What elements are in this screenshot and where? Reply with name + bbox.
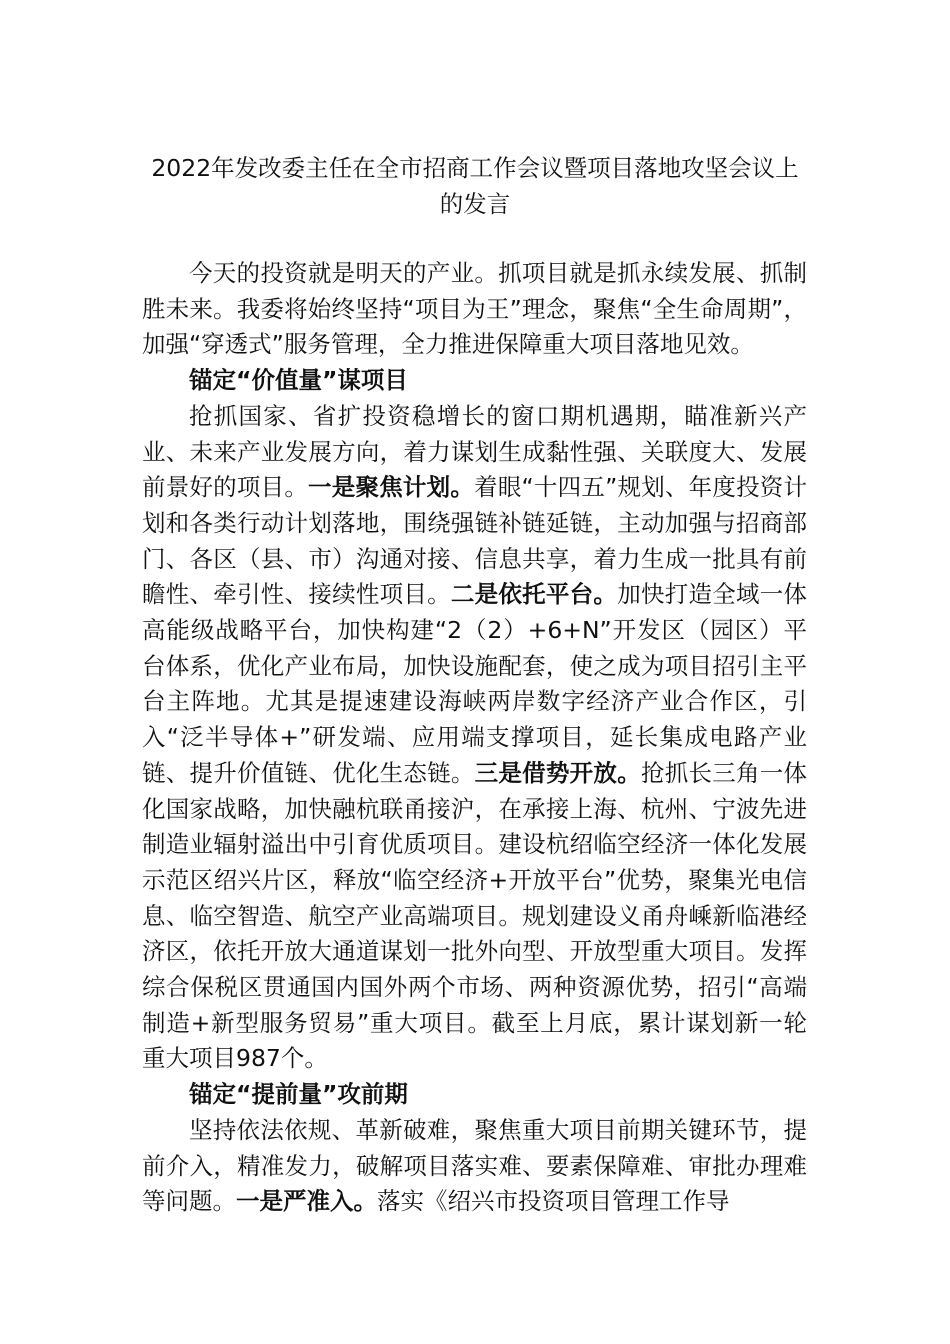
- bold-point-label: 一是严准入。: [236, 1187, 377, 1216]
- document-body: [142, 256, 807, 1220]
- document-title: 2022年发改委主任在全市招商工作会议暨项目落地攻坚会议上的发言: [151, 154, 799, 218]
- paragraph-text: 落实《绍兴市投资项目管理工作导: [377, 1187, 730, 1216]
- paragraph-text: 抢抓长三角一体化国家战略，加快融杭联甬接沪，在承接上海、杭州、宁波先进制造业辐射溢出中引育优质项目。建设杭绍临空经济一体化发展示范区绍兴片区，释放“临空经济+开放平台”优势，聚集光电信息、临空智造、航空产业高端项目。规划建设义甬舟嵊新临港经济区，依托开放大通道谋划一批外向型、开放型重大项目。发挥综合保税区贯通国内国外两个市场、两种资源优势，招引“高端制造+新型服务贸易”重大项目。截至上月底，累计谋划新一轮重大项目987个。: [142, 758, 808, 1073]
- section-heading-value: 锚定“价值量”谋项目: [189, 366, 408, 395]
- intro-paragraph: 今天的投资就是明天的产业。抓项目就是抓永续发展、抓制胜未来。我委将始终坚持“项目为王”理念，聚焦“全生命周期”，加强“穿透式”服务管理，全力推进保障重大项目落地见效。: [142, 259, 807, 359]
- paragraph-text: 抢抓国家、省扩投资稳增长的窗口期机遇期，瞄准新兴产业、未来产业发展方向，着力谋划生成黏性强、关联度大、发展前景好的项目。: [142, 401, 807, 502]
- bold-point-label: 一是聚焦计划。: [308, 473, 475, 502]
- bold-point-label: 二是依托平台。: [450, 580, 618, 609]
- bold-point-label: 三是借势开放。: [474, 758, 641, 787]
- paragraph-text: 坚持依法依规、革新破难，聚焦重大项目前期关键环节，提前介入，精准发力，破解项目落实难、要素保障难、审批办理难等问题。: [142, 1115, 807, 1216]
- section-paragraph-advance: [142, 1113, 807, 1220]
- section-paragraph-value: [142, 399, 807, 1077]
- section-heading-advance: 锚定“提前量”攻前期: [189, 1080, 408, 1109]
- paragraph-text: 加快打造全域一体高能级战略平台，加快构建“2（2）+6+N”开发区（园区）平台体系，优化产业布局，加快设施配套，使之成为项目招引主平台主阵地。尤其是提速建设海峡两岸数字经济产业合作区，引入“泛半导体+”研发端、应用端支撑项目，延长集成电路产业链、提升价值链、优化生态链。: [142, 580, 808, 787]
- paragraph-text: 着眼“十四五”规划、年度投资计划和各类行动计划落地，围绕强链补链延链，主动加强与招商部门、各区（县、市）沟通对接、信息共享，着力生成一批具有前瞻性、牵引性、接续性项目。: [142, 473, 808, 609]
